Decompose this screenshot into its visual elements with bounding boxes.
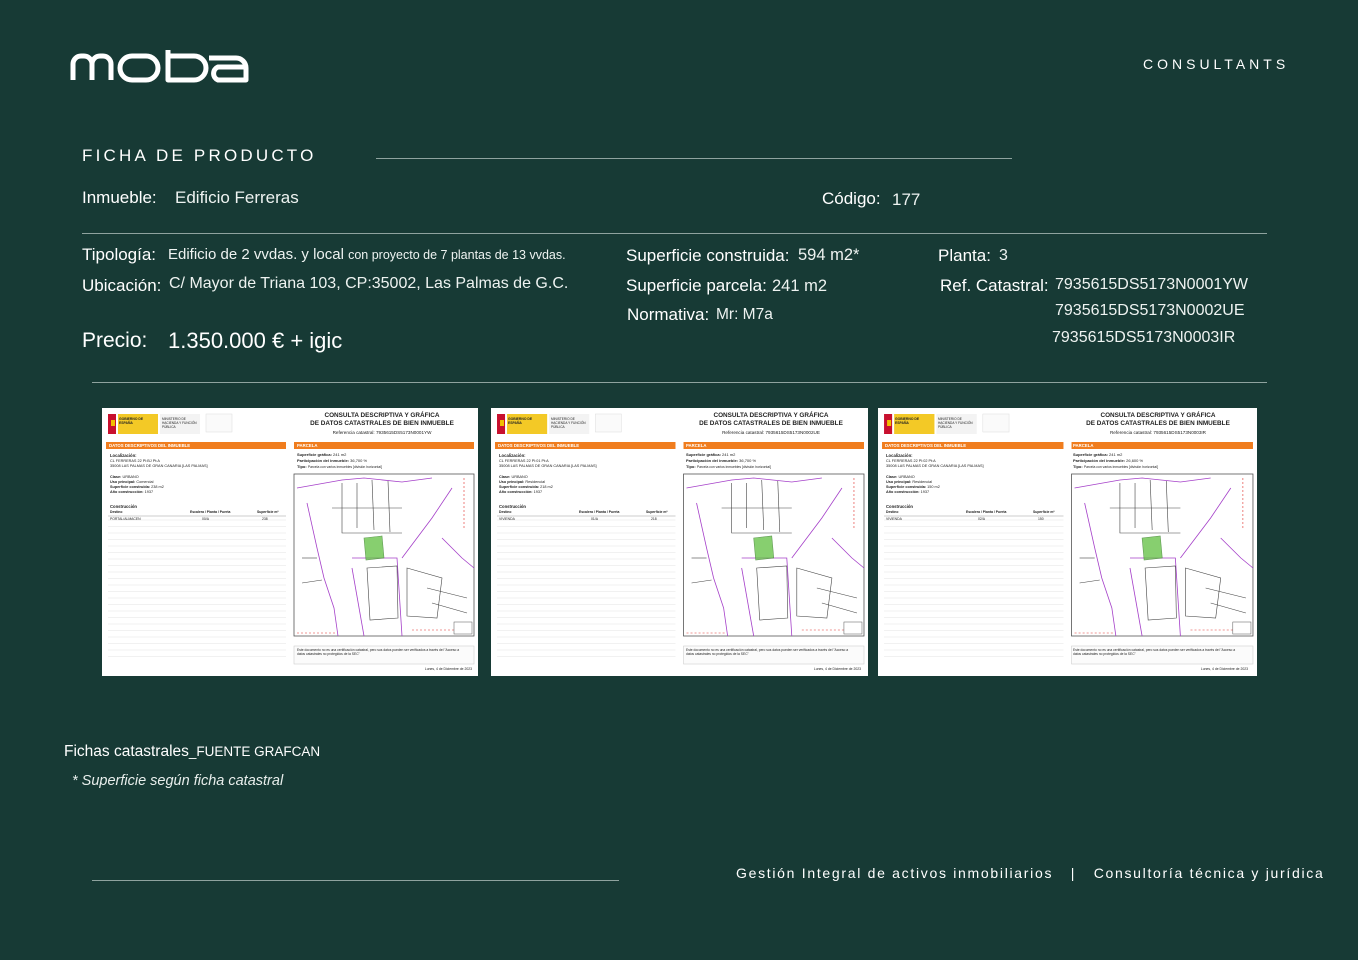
doc-gobierno: GOBIERNO DE ESPAÑA [119, 417, 144, 425]
doc-fecha: Lunes, 4 de Diciembre de 2023 [424, 667, 472, 671]
doc-supc: 150 m2 [927, 485, 940, 489]
doc-anio: 1937 [533, 490, 543, 494]
doc-title-2: DE DATOS CATASTRALES DE BIEN INMUEBLE [1086, 420, 1230, 427]
fuente-main: Fichas catastrales [64, 743, 189, 760]
doc-text-layer [878, 408, 1257, 676]
tipologia-label: Tipología: [82, 245, 157, 264]
doc-ref: Referencia catastral: 7935615DS5173N0002UE [722, 430, 820, 435]
doc-superficie-label: Superficie m² [257, 510, 279, 514]
moba-logo [68, 48, 254, 89]
doc-fecha: Lunes, 4 de Diciembre de 2023 [813, 667, 861, 671]
fuente-small: _FUENTE GRAFCAN [188, 744, 321, 759]
doc-superficie: 238 [262, 517, 268, 521]
moba-logo-icon [68, 48, 254, 84]
doc-left-header: DATOS DESCRIPTIVOS DEL INMUEBLE [109, 443, 191, 448]
doc-tipo: Parcela con varios inmuebles [división horizontal] [696, 465, 771, 469]
doc-right-header: PARCELA [686, 443, 707, 448]
doc-superficie: 150 [1038, 517, 1044, 521]
doc-gobierno: GOBIERNO DE ESPAÑA [895, 417, 920, 425]
doc-escalera: 00/A [202, 517, 209, 521]
doc-disclaimer: Este documento no es una certificación catastral, pero sus datos pueden ser verificados a través del "Acceso a datos catastrales no protegidos de la SEC" [1073, 648, 1236, 656]
planta-label: Planta: [938, 246, 991, 265]
catastral-doc-3[interactable] [878, 408, 1257, 676]
ubicacion-value: C/ Mayor de Triana 103, CP:35002, Las Palmas de G.C. [169, 275, 569, 292]
doc-escalera: 02/A [978, 517, 985, 521]
doc-title-2: DE DATOS CATASTRALES DE BIEN INMUEBLE [699, 420, 843, 427]
precio-label: Precio: [82, 329, 148, 352]
doc-escalera-label: Escalera / Planta / Puerta [579, 510, 620, 514]
codigo-label: Código: [822, 189, 881, 208]
doc-superficie: 218 [651, 517, 657, 521]
doc-addr-1: CL FERRERAS 22 Pl:01 Pt:A [499, 459, 549, 463]
normativa-value: Mr: M7a [716, 306, 773, 323]
doc-loc-label: Localización: [499, 453, 526, 458]
doc-title-1: CONSULTA DESCRIPTIVA Y GRÁFICA [1100, 412, 1216, 419]
doc-addr-2: 35008 LAS PALMAS DE GRAN CANARIA [LAS PALMAS] [110, 464, 208, 468]
doc-loc-label: Localización: [110, 453, 137, 458]
tipologia-main: Edificio de 2 vvdas. y local [168, 246, 344, 263]
doc-uso-label: Uso principal: [499, 480, 525, 484]
sup-parcela-label: Superficie parcela: [626, 276, 767, 295]
ref-catastral-1: 7935615DS5173N0001YW [1055, 276, 1249, 293]
doc-superficie-label: Superficie m² [1033, 510, 1055, 514]
doc-anio: 1937 [144, 490, 154, 494]
doc-clase: URBANO [122, 475, 139, 479]
doc-clase-label: Clase: [110, 475, 122, 479]
doc-part-label: Participación del inmueble: [686, 458, 739, 463]
tipologia-extra: con proyecto de 7 plantas de 13 vvdas. [348, 248, 566, 262]
doc-part: 26,600 % [1126, 458, 1144, 463]
doc-uso: Residencial [912, 480, 933, 484]
doc-escalera-label: Escalera / Planta / Puerta [190, 510, 231, 514]
doc-escalera: 01/A [591, 517, 598, 521]
doc-destino-label: Destino [110, 510, 123, 514]
ref-catastral-label: Ref. Catastral: [940, 276, 1049, 295]
sup-parcela-value: 241 m2 [772, 277, 828, 295]
doc-title-1: CONSULTA DESCRIPTIVA Y GRÁFICA [713, 412, 829, 419]
doc-tipo: Parcela con varios inmuebles [división horizontal] [1083, 465, 1158, 469]
doc-tipo: Parcela con varios inmuebles [división horizontal] [307, 465, 382, 469]
doc-ministerio: MINISTERIO DE HACIENDA Y FUNCIÓN PÚBLICA [938, 417, 973, 429]
sup-construida-label: Superficie construida: [626, 246, 790, 265]
tagline: CONSULTANTS [1143, 56, 1290, 72]
doc-destino: VIVIENDA [499, 517, 515, 521]
doc-ministerio: MINISTERIO DE HACIENDA Y FUNCIÓN PÚBLICA [162, 417, 197, 429]
doc-uso-label: Uso principal: [886, 480, 912, 484]
doc-gobierno: GOBIERNO DE ESPAÑA [508, 417, 533, 425]
section-title: FICHA DE PRODUCTO [82, 146, 317, 165]
footer-text [736, 865, 1324, 881]
doc-destino-label: Destino [499, 510, 512, 514]
inmueble-label: Inmueble: [82, 188, 157, 207]
divider-title [376, 158, 1012, 159]
catastral-doc-2[interactable] [491, 408, 868, 676]
doc-anio-label: Año construcción: [886, 490, 920, 494]
doc-supc-label: Superficie construida: [886, 485, 927, 489]
doc-tipo-label: Tipo: [1073, 464, 1083, 469]
doc-uso: Comercial [136, 480, 154, 484]
sup-construida-value: 594 m2* [798, 246, 860, 264]
doc-superficie-label: Superficie m² [646, 510, 668, 514]
doc-part: 36,700 % [739, 458, 757, 463]
doc-construccion-label: Construcción [499, 504, 526, 509]
doc-ministerio: MINISTERIO DE HACIENDA Y FUNCIÓN PÚBLICA [551, 417, 586, 429]
doc-part: 36,700 % [350, 458, 368, 463]
catastral-doc-1[interactable] [102, 408, 478, 676]
doc-part-label: Participación del inmueble: [1073, 458, 1126, 463]
doc-uso-label: Uso principal: [110, 480, 136, 484]
doc-clase: URBANO [511, 475, 528, 479]
doc-construccion-label: Construcción [886, 504, 913, 509]
doc-supg: 241 m2 [722, 452, 736, 457]
footer-right: Consultoría técnica y jurídica [1093, 865, 1325, 881]
ref-catastral-3: 7935615DS5173N0003IR [1052, 329, 1236, 346]
ref-catastral-2: 7935615DS5173N0002UE [1055, 302, 1245, 319]
doc-clase-label: Clase: [886, 475, 898, 479]
tipologia-value [168, 246, 566, 263]
ubicacion-label: Ubicación: [82, 276, 162, 295]
doc-supg-label: Superficie gráfica: [297, 452, 332, 457]
doc-loc-label: Localización: [886, 453, 913, 458]
doc-anio: 1937 [920, 490, 930, 494]
doc-anio-label: Año construcción: [110, 490, 144, 494]
doc-anio-label: Año construcción: [499, 490, 533, 494]
doc-clase-label: Clase: [499, 475, 511, 479]
doc-right-header: PARCELA [297, 443, 318, 448]
doc-text-layer [102, 408, 478, 676]
doc-ref: Referencia catastral: 7935615DS5173N0003IR [1109, 430, 1207, 435]
doc-addr-1: CL FERRERAS 22 Pl:BJ Pt:A [110, 459, 160, 463]
doc-destino-label: Destino [886, 510, 899, 514]
doc-destino: VIVIENDA [886, 517, 902, 521]
doc-construccion-label: Construcción [110, 504, 137, 509]
footer-separator: | [1070, 865, 1077, 881]
doc-destino: PORTAL/ALMACEN [110, 517, 141, 521]
doc-addr-2: 35008 LAS PALMAS DE GRAN CANARIA [LAS PALMAS] [886, 464, 984, 468]
doc-tipo-label: Tipo: [297, 464, 307, 469]
doc-title-1: CONSULTA DESCRIPTIVA Y GRÁFICA [324, 412, 440, 419]
precio-value: 1.350.000 € + igic [168, 328, 343, 353]
codigo-value: 177 [892, 190, 921, 209]
doc-supc-label: Superficie construida: [499, 485, 540, 489]
doc-tipo-label: Tipo: [686, 464, 696, 469]
doc-supg-label: Superficie gráfica: [1073, 452, 1108, 457]
planta-value: 3 [999, 247, 1008, 264]
doc-addr-2: 35008 LAS PALMAS DE GRAN CANARIA [LAS PALMAS] [499, 464, 597, 468]
divider-mid [92, 382, 1267, 383]
doc-ref: Referencia catastral: 7935615DS5173N0001YW [332, 430, 432, 435]
superficie-note: * Superficie según ficha catastral [72, 773, 284, 789]
doc-addr-1: CL FERRERAS 22 Pl:02 Pt:A [886, 459, 936, 463]
doc-supc: 238 m2 [151, 485, 164, 489]
doc-text-layer [491, 408, 868, 676]
divider-top [82, 233, 1267, 234]
doc-supc-label: Superficie construida: [110, 485, 151, 489]
doc-title-2: DE DATOS CATASTRALES DE BIEN INMUEBLE [310, 420, 454, 427]
doc-disclaimer: Este documento no es una certificación catastral, pero sus datos pueden ser verificados a través del "Acceso a datos catastrales no protegidos de la SEC" [297, 648, 460, 656]
doc-fecha: Lunes, 4 de Diciembre de 2023 [1200, 667, 1248, 671]
doc-left-header: DATOS DESCRIPTIVOS DEL INMUEBLE [885, 443, 967, 448]
doc-right-header: PARCELA [1073, 443, 1094, 448]
doc-supg: 241 m2 [333, 452, 347, 457]
doc-supc: 218 m2 [540, 485, 553, 489]
doc-uso: Residencial [525, 480, 546, 484]
doc-escalera-label: Escalera / Planta / Puerta [966, 510, 1007, 514]
doc-clase: URBANO [898, 475, 915, 479]
fuente-caption [64, 743, 320, 761]
inmueble-value: Edificio Ferreras [175, 188, 299, 207]
doc-supg-label: Superficie gráfica: [686, 452, 721, 457]
doc-left-header: DATOS DESCRIPTIVOS DEL INMUEBLE [498, 443, 580, 448]
doc-disclaimer: Este documento no es una certificación catastral, pero sus datos pueden ser verificados a través del "Acceso a datos catastrales no protegidos de la SEC" [686, 648, 849, 656]
divider-footer [92, 880, 619, 881]
normativa-label: Normativa: [627, 305, 710, 324]
footer-left: Gestión Integral de activos inmobiliarios [736, 865, 1054, 881]
doc-supg: 241 m2 [1109, 452, 1123, 457]
doc-part-label: Participación del inmueble: [297, 458, 350, 463]
